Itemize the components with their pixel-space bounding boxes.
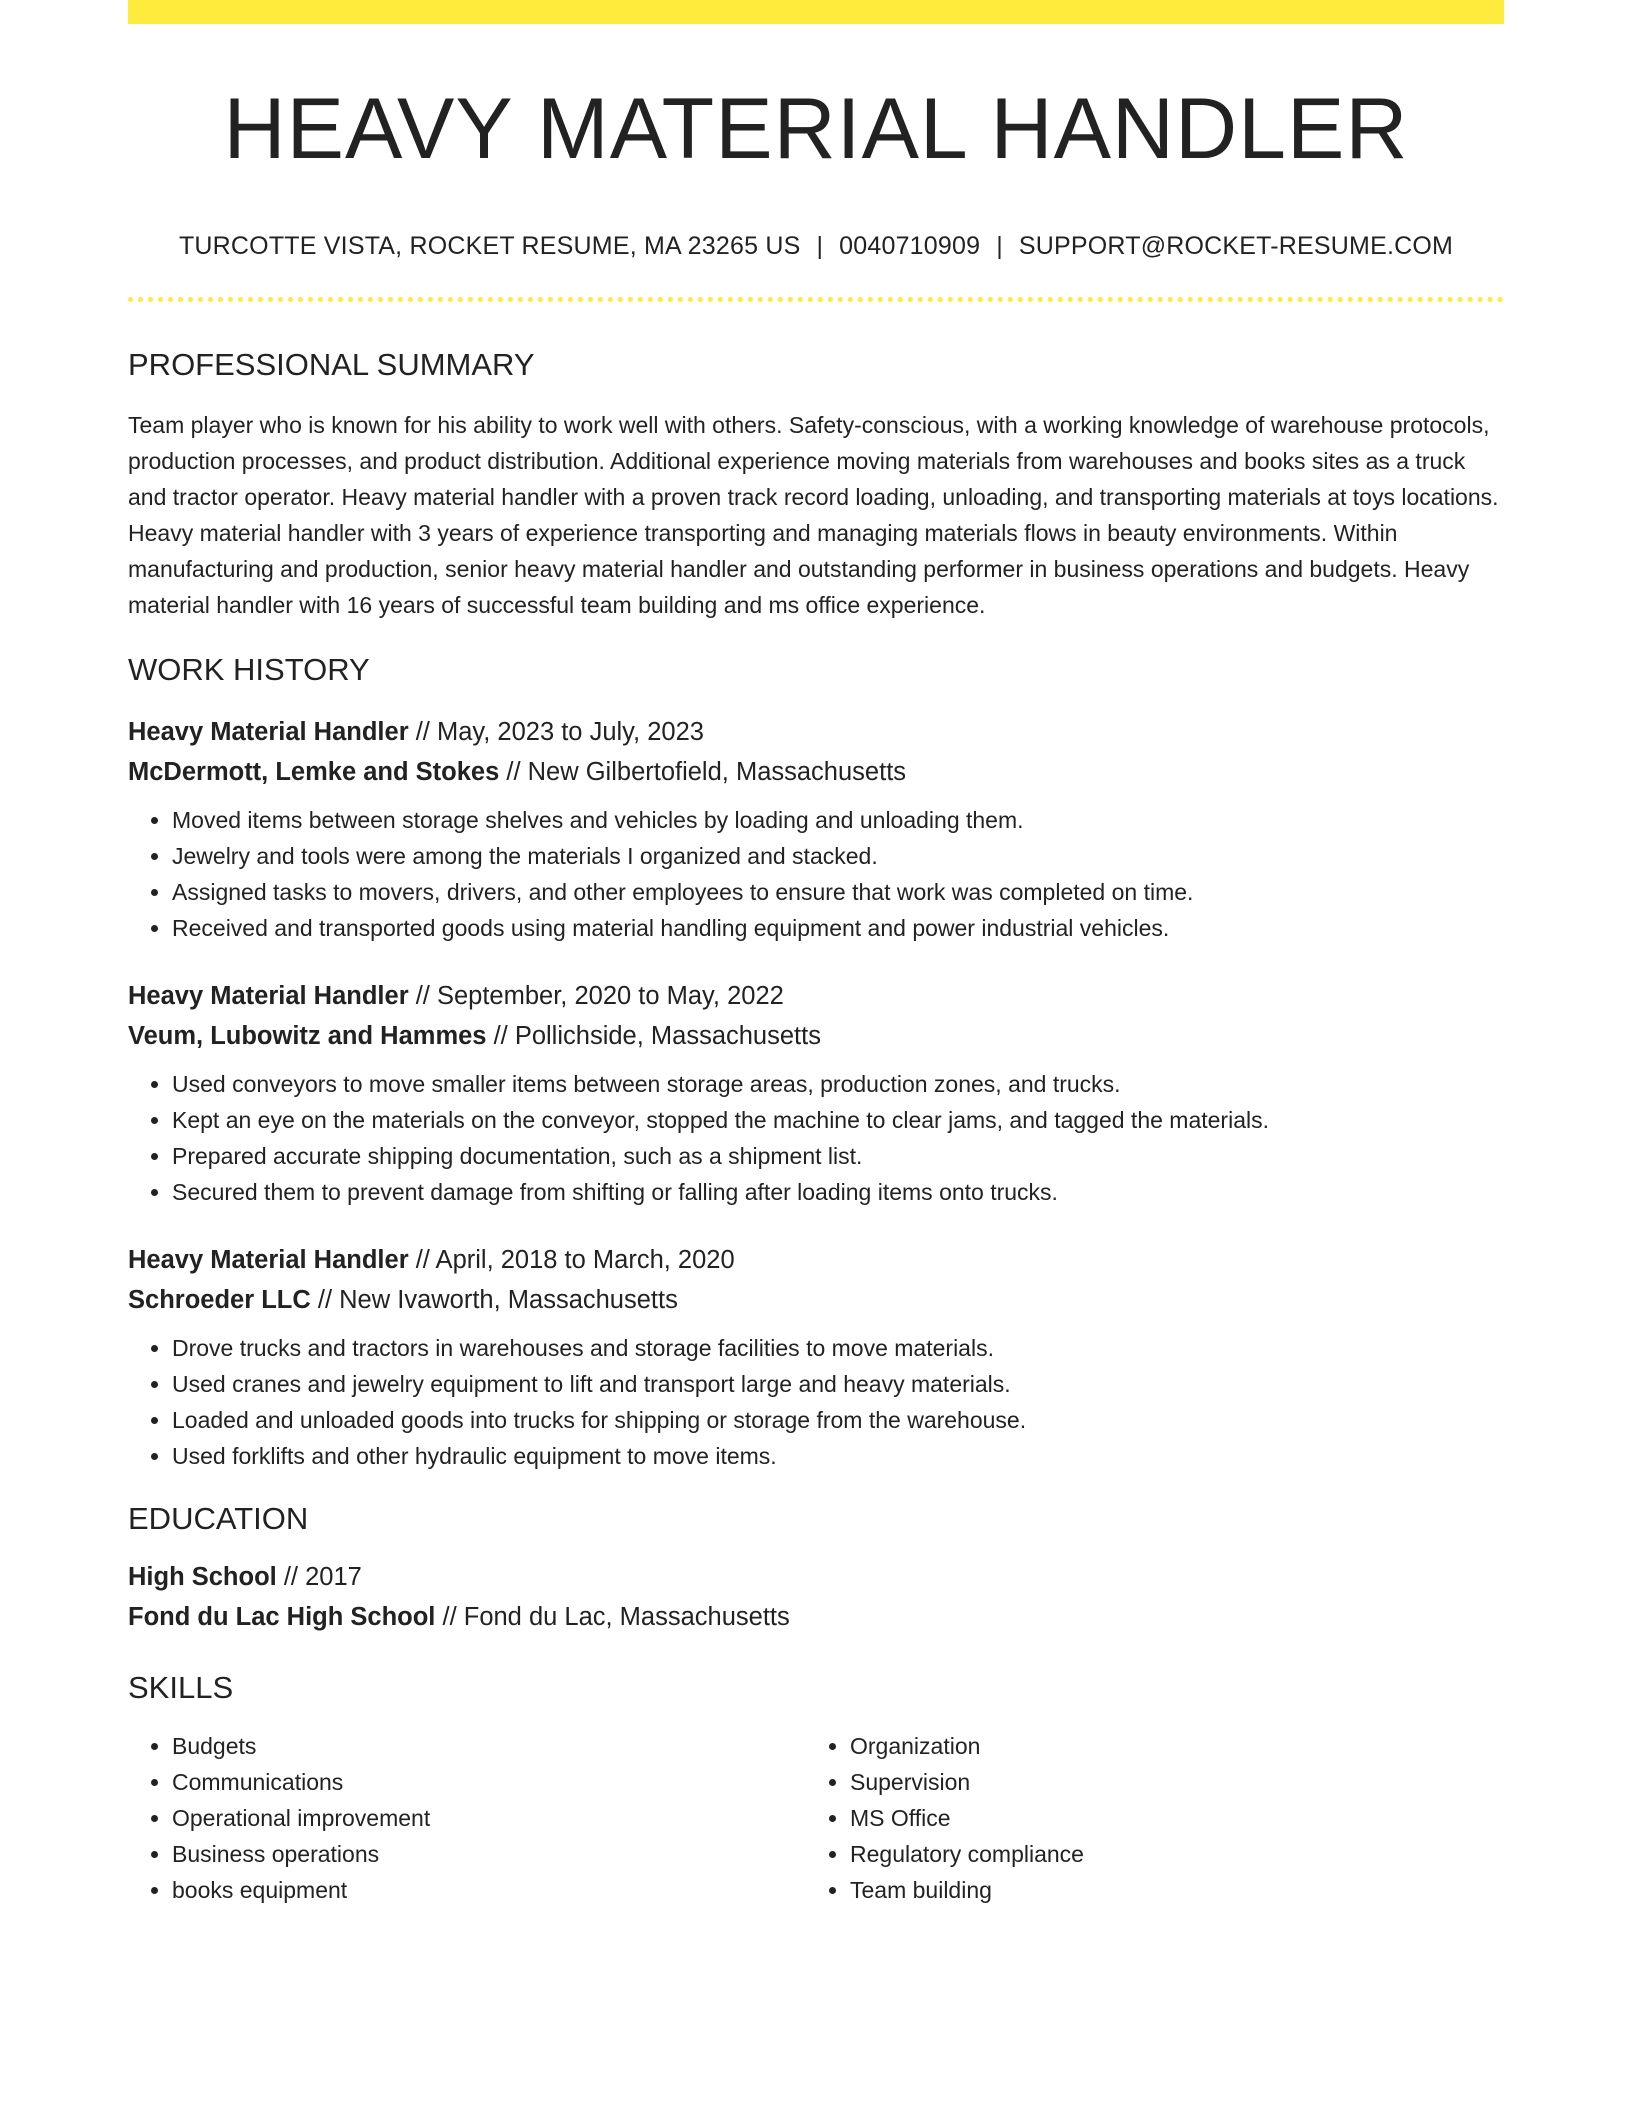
summary-text: Team player who is known for his ability to work well with others. Safety-conscious, with a working knowledge of warehouse protocols, production processes, and product distribution. Additional experience moving materials from warehouses and books sites as a truck and tractor operator. Heavy material handler with a proven track record loading, unloading, and transporting materials at toys locations. Heavy material handler with 3 years of experience transporting and managing materials flows in beauty environments. Within manufacturing and production, senior heavy material handler and outstanding performer in business operations and budgets. Heavy material handler with 16 years of successful team building and ms office experience. bbox=[128, 411, 1499, 618]
job-location: // New Ivaworth, Massachusetts bbox=[310, 1285, 678, 1314]
list-item: • Operational improvement bbox=[172, 1800, 806, 1836]
list-item: • Loaded and unloaded goods into trucks for shipping or storage from the warehouse. bbox=[172, 1402, 1504, 1438]
contact-phone: 0040710909 bbox=[839, 231, 981, 260]
education-school-line bbox=[128, 1597, 1504, 1637]
job-title-line bbox=[128, 712, 1504, 752]
job-dates: // May, 2023 to July, 2023 bbox=[408, 717, 704, 746]
job-dates: // September, 2020 to May, 2022 bbox=[408, 981, 784, 1010]
list-item: • Received and transported goods using material handling equipment and power industrial vehicles. bbox=[172, 910, 1504, 946]
list-item: • Assigned tasks to movers, drivers, and other employees to ensure that work was completed on time. bbox=[172, 874, 1504, 910]
job-company-line bbox=[128, 1280, 1504, 1320]
job-role: Heavy Material Handler bbox=[128, 717, 409, 746]
job-entry bbox=[128, 1240, 1504, 1474]
job-entry bbox=[128, 712, 1504, 946]
job-entry bbox=[128, 976, 1504, 1210]
contact-separator: | bbox=[996, 231, 1003, 260]
job-bullets bbox=[128, 802, 1504, 946]
skills-list-left bbox=[128, 1728, 806, 1908]
list-item: • Used forklifts and other hydraulic equipment to move items. bbox=[172, 1438, 1504, 1474]
contact-address: TURCOTTE VISTA, ROCKET RESUME, MA 23265 US bbox=[178, 231, 801, 260]
education-location: // Fond du Lac, Massachusetts bbox=[435, 1603, 790, 1632]
education-heading: EDUCATION bbox=[128, 1500, 309, 1536]
job-role: Heavy Material Handler bbox=[128, 981, 409, 1010]
list-item: • Budgets bbox=[172, 1728, 806, 1764]
list-item: • Business operations bbox=[172, 1836, 806, 1872]
list-item: • books equipment bbox=[172, 1872, 806, 1908]
job-dates: // April, 2018 to March, 2020 bbox=[408, 1245, 735, 1274]
list-item: • MS Office bbox=[850, 1800, 1484, 1836]
job-title-line bbox=[128, 976, 1504, 1016]
list-item: • Secured them to prevent damage from shifting or falling after loading items onto trucks. bbox=[172, 1174, 1504, 1210]
job-location: // New Gilbertofield, Massachusetts bbox=[499, 757, 907, 786]
skills-heading: SKILLS bbox=[128, 1670, 234, 1706]
education-degree: High School bbox=[128, 1563, 277, 1592]
resume-page bbox=[128, 0, 1504, 1908]
list-item: • Drove trucks and tractors in warehouses and storage facilities to move materials. bbox=[172, 1330, 1504, 1366]
education-year: // 2017 bbox=[276, 1563, 362, 1592]
list-item: • Jewelry and tools were among the materials I organized and stacked. bbox=[172, 838, 1504, 874]
contact-email: SUPPORT@ROCKET-RESUME.COM bbox=[1018, 231, 1454, 260]
dotted-divider bbox=[128, 297, 1504, 302]
job-title-line bbox=[128, 1240, 1504, 1280]
skills-columns bbox=[128, 1728, 1504, 1908]
job-bullets bbox=[128, 1330, 1504, 1474]
education-degree-line bbox=[128, 1557, 1504, 1597]
job-bullets bbox=[128, 1066, 1504, 1210]
skills-list-right bbox=[806, 1728, 1484, 1908]
list-item: • Prepared accurate shipping documentation, such as a shipment list. bbox=[172, 1138, 1504, 1174]
summary-heading: PROFESSIONAL SUMMARY bbox=[128, 346, 535, 382]
top-accent-bar bbox=[128, 0, 1504, 24]
job-company: Schroeder LLC bbox=[128, 1285, 311, 1314]
job-company: McDermott, Lemke and Stokes bbox=[128, 757, 500, 786]
list-item: • Regulatory compliance bbox=[850, 1836, 1484, 1872]
job-company-line bbox=[128, 1016, 1504, 1056]
job-role: Heavy Material Handler bbox=[128, 1245, 409, 1274]
list-item: • Organization bbox=[850, 1728, 1484, 1764]
list-item: • Communications bbox=[172, 1764, 806, 1800]
list-item: • Supervision bbox=[850, 1764, 1484, 1800]
job-company-line bbox=[128, 752, 1504, 792]
contact-line bbox=[128, 231, 1504, 261]
education-entry bbox=[128, 1557, 1504, 1637]
page-title: HEAVY MATERIAL HANDLER bbox=[223, 81, 1409, 177]
job-location: // Pollichside, Massachusetts bbox=[486, 1021, 821, 1050]
list-item: • Used conveyors to move smaller items between storage areas, production zones, and trucks. bbox=[172, 1066, 1504, 1102]
job-company: Veum, Lubowitz and Hammes bbox=[128, 1021, 487, 1050]
work-history-heading: WORK HISTORY bbox=[128, 651, 370, 687]
contact-separator: | bbox=[816, 231, 824, 260]
list-item: • Team building bbox=[850, 1872, 1484, 1908]
list-item: • Moved items between storage shelves and vehicles by loading and unloading them. bbox=[172, 802, 1504, 838]
list-item: • Kept an eye on the materials on the conveyor, stopped the machine to clear jams, and tagged the materials. bbox=[172, 1102, 1504, 1138]
list-item: • Used cranes and jewelry equipment to lift and transport large and heavy materials. bbox=[172, 1366, 1504, 1402]
education-school: Fond du Lac High School bbox=[128, 1603, 436, 1632]
